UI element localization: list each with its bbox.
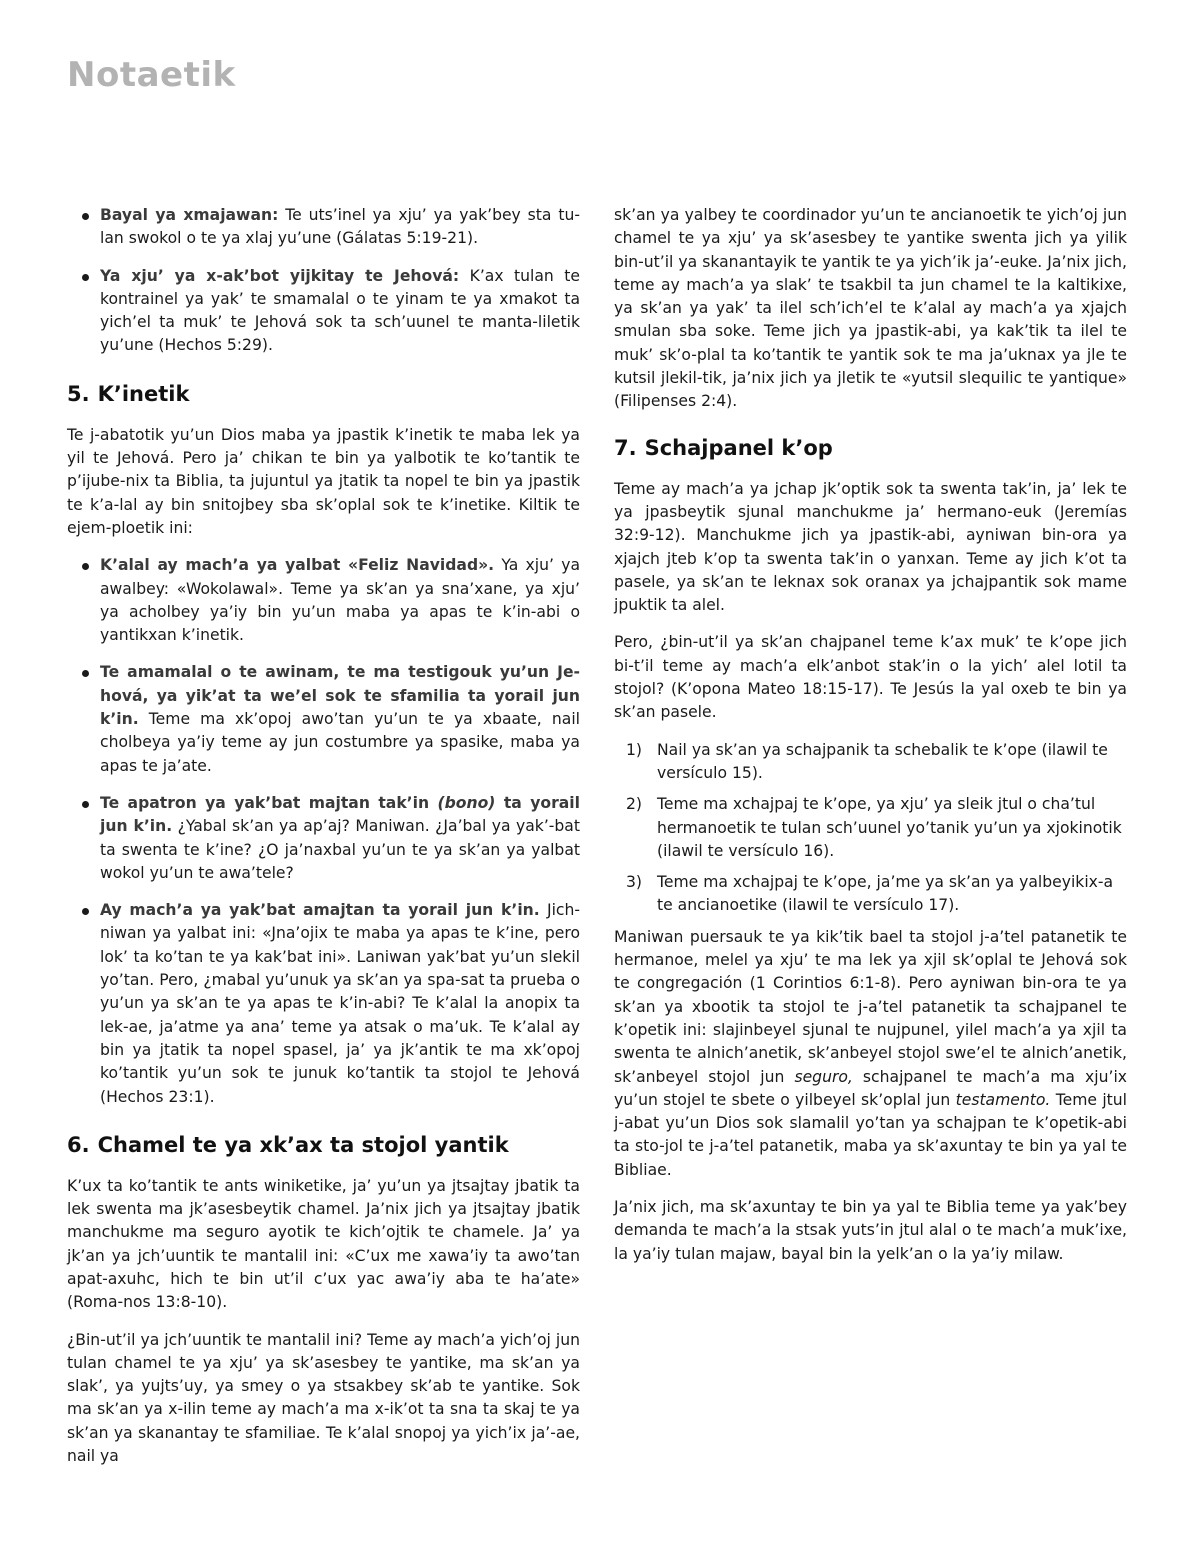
page-title: Notaetik [67,55,236,95]
section-6-continuation: sk’an ya yalbey te coordinador yu’un te ancianoetik te yich’oj jun chamel te ya xju’ ya sk’asesbey te yantike swenta jich ya yilik bin-ut’il ya skanantayik te yantik te ya yich’ik ja’-euke. Ja’nix jich, teme ay mach’a ya slak’ te tsakbil ta jun chamel te la kaltikixe, ya sk’an ya yak’ ta ilel sch’ich’el te k’alal ay mach’a ya xjajch smulan sba soke. Teme jich ya jpastik-abi, ya kak’tik ta ilel te muk’ sk’o-plal ta ko’tantik te yantik sok te ma ja’uknax ya jle te kutsil jlekil-tik, ja’nix jich ya jletik te «yutsil slequilic te yantique» (Filipenses 2:4). [614,206,1127,411]
section-5-paragraph: Te j-abatotik yu’un Dios maba ya jpastik k’inetik te maba lek ya yil te Jehová. Pero ja’ chikan te bin ya yalbotik te ko’tantik te p’ijube-nix ta Biblia, ta jujuntul ya jtatik ta nopel te bin ya jpastik te k’a-lal ay bin snitojbey sba sk’oplal sok te k’inetike. Kiltik te ejem-ploetik ini: [67,425,580,537]
section-6-heading [67,1131,580,1159]
right-column [614,204,1127,1280]
bullet-icon [82,908,89,915]
bullet-lead: Te apatron ya yak’bat majtan tak’in [100,793,438,812]
section-title: Schajpanel k’op [644,435,833,460]
bullet-item [67,204,580,251]
bullet-lead: Ya xju’ ya x-ak’bot yijkitay te Jehová: [100,266,460,285]
bullet-text: Ya xju’ ya awalbey: «Wokolawal». Teme ya sk’an ya sna’xane, ya xju’ ya acholbey ya’iy bin yu’un maba ya apas te k’in-abi o yantikxan k’inetik. [100,556,580,645]
bullet-lead: Bayal ya xmajawan: [100,206,279,224]
section-6-paragraph: ¿Bin-ut’il ya jch’uuntik te mantalil ini? Teme ay mach’a yich’oj jun tulan chamel te ya xju’ ya sk’asesbey te yantike, ma sk’an ya slak’, ya yujts’uy, ya smey o ya stsakbey sk’ab te yantike. Sok ma sk’an ya x-ilin teme ay mach’a ma x-ik’ot ta sna ta skaj te ya sk’an ya skanantay te sfamiliae. Te k’alal snopoj ya yich’ix ja’-ae, nail ya [67,1330,580,1466]
section-7-paragraph: Pero, ¿bin-ut’il ya sk’an chajpanel teme k’ax muk’ te k’ope jich bi-t’il teme ay mach’a elk’anbot stak’in o la yich’ alel lotil ta stojol? (K’opona Mateo 18:15-17). Te Jesús la yal oxeb te bin ya sk’an pasele. [614,633,1127,722]
bullet-text: Teme ma xk’opoj awo’tan yu’un te ya xbaate, nail cholbeya ya’iy teme ay jun costumbre ya spasike, maba ya apas te ja’ate. [100,710,580,775]
section-7-heading [614,434,1127,462]
bullet-text: Te uts’inel ya xju’ ya yak’bey sta tu-lan swokol o te ya xlaj yu’une (Gálatas 5:19-21). [100,206,580,248]
paragraph-text: Maniwan puersauk te ya kik’tik bael ta stojol j-a’tel patanetik te hermanoe, melel ya xju’ te ma lek ya xjil sk’oplal te Jehová sok te congregación (1 Corintios 6:1-8). Pero ayniwan bin-ora te ya sk’an ya xbootik ta stojol te j-a’tel patanetik ta schajpanel te k’opetik ini: slajinbeyel sjunal te nujpunel, yilel mach’a ya xjil ta swenta te alnich’anetik, sk’anbeyel stojol swe’el te alnich’anetik, sk’anbeyel stojol jun [614,927,1127,1086]
section-title: Chamel te ya xk’ax ta stojol yantik [97,1132,509,1157]
bullet-icon [82,563,89,570]
left-column [67,204,580,1482]
section-7-paragraph [614,926,1127,1182]
bullet-item [67,554,580,647]
bullet-lead: K’alal ay mach’a ya yalbat «Feliz Navidad». [100,556,495,575]
intro-bullet-list [67,204,580,358]
bullet-lead: Te amamalal o te awinam, te ma testigouk yu’un Je-hová, ya yik’at ta we’el sok te sfamilia ta yorail jun k’in. [100,663,580,729]
step-text: Teme ma xchajpaj te k’ope, ya xju’ ya sleik jtul o cha’tul hermanoetik te tulan sch’uunel yo’tanik yu’un ya xjokinotik (ilawil te versículo 16). [657,795,1122,860]
section-6-paragraph: K’ux ta ko’tantik te ants winiketike, ja’ yu’un ya jtsajtay jbatik ta lek swenta ma jk’asesbeytik chamel. Ja’nix jich ya jtsajtay jbatik manchukme ma seguro ayotik te kich’ojtik te chamele. Ja’ ya jk’an ya jch’uuntik te mantalil ini: «C’ux me xawa’iy ta awo’tan apat-axuhc, hich te bin ut’il c’ux yac awa’iy aba te ha’ate» (Roma-nos 13:8-10). [67,1176,580,1312]
bullet-item [67,661,580,777]
steps-list [614,739,1127,918]
step-number: 1) [626,740,643,759]
paragraph-text: schajpanel te mach’a ma xju’ix yu’un stojel te sbete o yilbeyel sk’oplal jun [614,1067,1128,1109]
step-text: Nail ya sk’an ya schajpanik ta schebalik te k’ope (ilawil te versículo 15). [657,740,1108,782]
bullet-item [67,899,580,1109]
section-title: K’inetik [97,381,190,406]
bullet-icon [82,274,89,281]
bullet-icon [82,670,89,677]
bullet-item [67,792,580,885]
section-5-heading [67,380,580,408]
bullet-lead-italic: (bono) [437,793,496,812]
bullet-lead-end: ta yorail jun k’in. [100,793,580,836]
section-number: 7. [614,435,637,460]
bullet-lead: Ay mach’a ya yak’bat amajtan ta yorail jun k’in. [100,901,540,920]
step-item [614,871,1127,918]
step-number: 2) [626,795,643,814]
italic-term: testamento. [955,1090,1051,1109]
bullet-icon [82,213,89,220]
step-item [614,739,1127,786]
section-7-closing: Ja’nix jich, ma sk’axuntay te bin ya yal te Biblia teme ya yak’bey demanda te mach’a la stsak yuts’in jtul alal o te mach’a muk’ixe, la ya’iy tulan majaw, bayal bin la yelk’an o la ya’iy milaw. [614,1197,1127,1263]
section-number: 6. [67,1132,90,1157]
step-item [614,793,1127,863]
italic-term: seguro, [794,1067,853,1086]
bullet-item [67,265,580,358]
section-7-paragraph: Teme ay mach’a ya jchap jk’optik sok ta swenta tak’in, ja’ lek te ya jpasbeytik sjunal manchukme ja’ hermano-euk (Jeremías 32:9-12). Manchukme jich ya jpastik-abi, ayniwan bin-ora ya xjajch jteb k’op ta swenta tak’in o yanxan. Teme ay jich k’ot ta pasele, ya sk’an te leknax sok oranax ya jchajpantik sok mame jpuktik ta alel. [614,479,1127,615]
bullet-text: ¿Yabal sk’an ya ap’aj? Maniwan. ¿Ja’bal ya yak’-bat ta swenta te k’ine? ¿O ja’naxbal yu’un te ya sk’an ya yalbat wokol yu’un te awa’tele? [100,817,580,882]
section-number: 5. [67,381,90,406]
section-5-bullet-list [67,554,580,1109]
bullet-icon [82,801,89,808]
bullet-text: K’ax tulan te kontrainel ya yak’ te smamalal o te yinam te ya xmakot ta yich’el ta muk’ te Jehová sok ta sch’uunel te manta-liletik yu’une (Hechos 5:29). [100,266,580,355]
step-text: Teme ma xchajpaj te k’ope, ja’me ya sk’an ya yalbeyikix-a te ancianoetike (ilawil te versículo 17). [657,873,1114,915]
bullet-text: Jich-niwan ya yalbat ini: «Jna’ojix te maba ya apas te k’ine, pero lok’ ta ko’tan te ya kak’bat ini». Laniwan yak’bat yu’un slekil yo’tan. Pero, ¿mabal yu’unuk ya sk’an ya spa-sat ta prueba o yu’un ya sk’an te ya apas te k’in-abi? Te k’alal la anopix ta lek-ae, ja’atme ya ana’ teme ya atsak o ma’uk. Te k’alal ay bin ya jtatik ta nopel spasel, ja’ ya jk’antik te ma xk’opoj ko’tantik yu’un sok te junuk ko’tantik ta stojol te Jehová (Hechos 23:1). [100,901,580,1106]
paragraph-text: Teme jtul j-abat yu’un Dios sok slamalil yo’tan ya schajpan te k’opetik-abi ta sto-jol te j-a’tel patanetik, maba ya sk’axuntay te bin ya yal te Bibliae. [614,1090,1127,1179]
step-number: 3) [626,873,643,892]
